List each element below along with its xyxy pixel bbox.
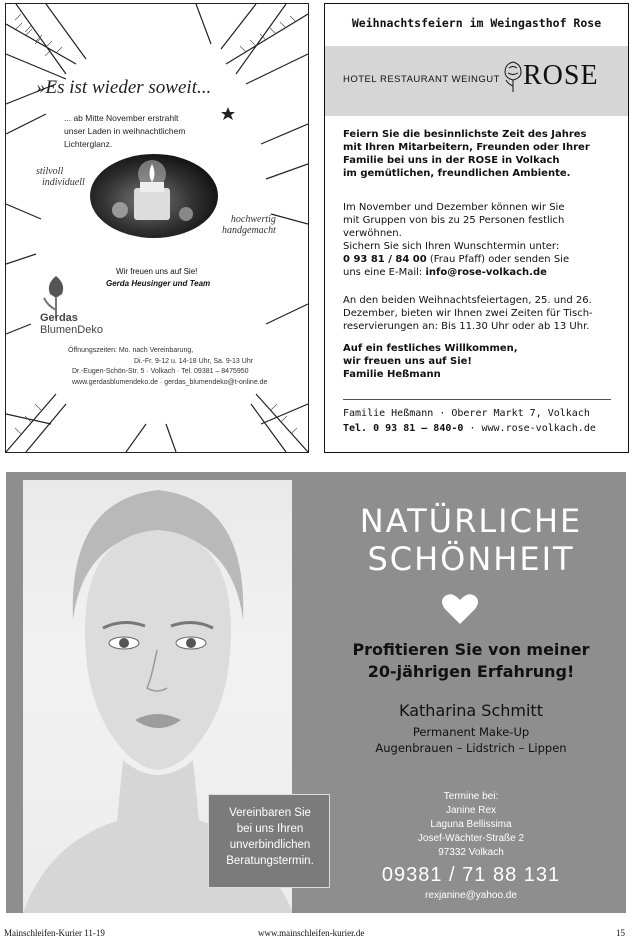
gerdas-logo-text: Gerdas BlumenDeko (40, 312, 103, 336)
service-title: Permanent Make-Up (412, 725, 530, 739)
candle-icon (90, 154, 218, 238)
rose-logo-text: ROSE (523, 60, 599, 91)
beauty-ad (6, 472, 626, 913)
heart-icon (442, 594, 478, 626)
script-left: stilvoll individuell (36, 166, 85, 188)
lead-line: unser Laden in weihnachtlichem (64, 126, 186, 136)
rose-banner-words: HOTEL RESTAURANT WEINGUT (343, 74, 500, 85)
consultation-text: Vereinbaren Sie bei uns Ihren unverbindlichen Beratungstermin. (226, 807, 314, 867)
rose-email-link[interactable]: info@rose-volkach.de (425, 267, 547, 278)
weingasthof-rose-ad (324, 3, 629, 453)
rose-intro: Feiern Sie die besinnlichste Zeit des Jahres mit Ihren Mitarbeitern, Freunden oder Ihrer Familie bei uns in der ROSE in Volkach im gemütlichen, freundlichen Ambiente. (343, 129, 590, 179)
service-list: Augenbrauen – Lidstrich – Lippen (375, 741, 567, 755)
candle-photo (90, 154, 218, 238)
lead-line: ... ab Mitte November erstrahlt (64, 113, 179, 123)
lead-line: Lichterglanz. (64, 139, 113, 149)
rose-logo-icon (501, 58, 525, 92)
divider (343, 399, 611, 400)
beauty-tagline: Profitieren Sie von meiner 20-jährigen Erfahrung! (352, 640, 590, 681)
rose-footer-address: Familie Heßmann · Oberer Markt 7, Volkach (343, 408, 590, 419)
gerdas-thanks: Wir freuen uns auf Sie! Gerda Heusinger und Team (106, 267, 211, 288)
beauty-email-link[interactable]: rexjanine@yahoo.de (425, 890, 517, 901)
rose-phone[interactable]: 0 93 81 / 84 00 (343, 254, 427, 265)
gerdas-contact: Öffnungszeiten: Mo. nach Vereinbarung, Di.-Fr. 9-12 u. 14-18 Uhr, Sa. 9-13 Uhr Dr.-Eugen-Schön-Str. 5 · Volkach · Tel. 09381 – 8475950 www.gerdasblumendeko.de · gerdas_blumendeko@t-online.de (68, 347, 268, 386)
consultation-box (208, 794, 330, 888)
rose-footer-contact (343, 423, 596, 434)
page-number: 15 (616, 928, 625, 938)
appointment-location: Termine bei: Janine Rex Laguna Bellissima Josef-Wächter-Straße 2 97332 Volkach (417, 791, 525, 858)
gerdas-blumendeko-ad (5, 3, 309, 453)
rose-holidays: An den beiden Weihnachtsfeiertagen, 25. und 26. Dezember, bieten wir Ihnen zwei Zeiten für Tisch- reservierungen an: Bis 11.30 Uhr oder ab 13 Uhr. (343, 295, 593, 332)
rose-footer-phone[interactable]: Tel. 0 93 81 – 840-0 (343, 423, 464, 434)
rose-footer-web-link[interactable]: · www.rose-volkach.de (463, 423, 596, 434)
script-right: hochwertig handgemacht (222, 214, 276, 236)
gerdas-headline: »Es ist wieder soweit... (36, 77, 212, 98)
gerdas-lead (64, 112, 185, 151)
footer-website-link[interactable]: www.mainschleifen-kurier.de (258, 928, 365, 938)
rose-title: Weihnachtsfeiern im Weingasthof Rose (351, 16, 602, 30)
beauty-phone[interactable]: 09381 / 71 88 131 (381, 864, 561, 886)
footer-publication: Mainschleifen-Kurier 11-19 (4, 928, 105, 938)
rose-booking: Im November und Dezember können wir Sie mit Gruppen von bis zu 25 Personen festlich verwöhnen. Sichern Sie sich Ihren Wunschtermin unter: 0 93 81 / 84 00 (Frau Pfaff) oder senden Sie uns eine E-Mail: info@rose-volkach.de (343, 202, 570, 278)
beauty-headline: NATÜRLICHE SCHÖNHEIT (359, 502, 583, 578)
star-icon (221, 107, 235, 120)
provider-name: Katharina Schmitt (399, 701, 543, 720)
rose-closing: Auf ein festliches Willkommen, wir freuen uns auf Sie! Familie Heßmann (343, 343, 518, 380)
